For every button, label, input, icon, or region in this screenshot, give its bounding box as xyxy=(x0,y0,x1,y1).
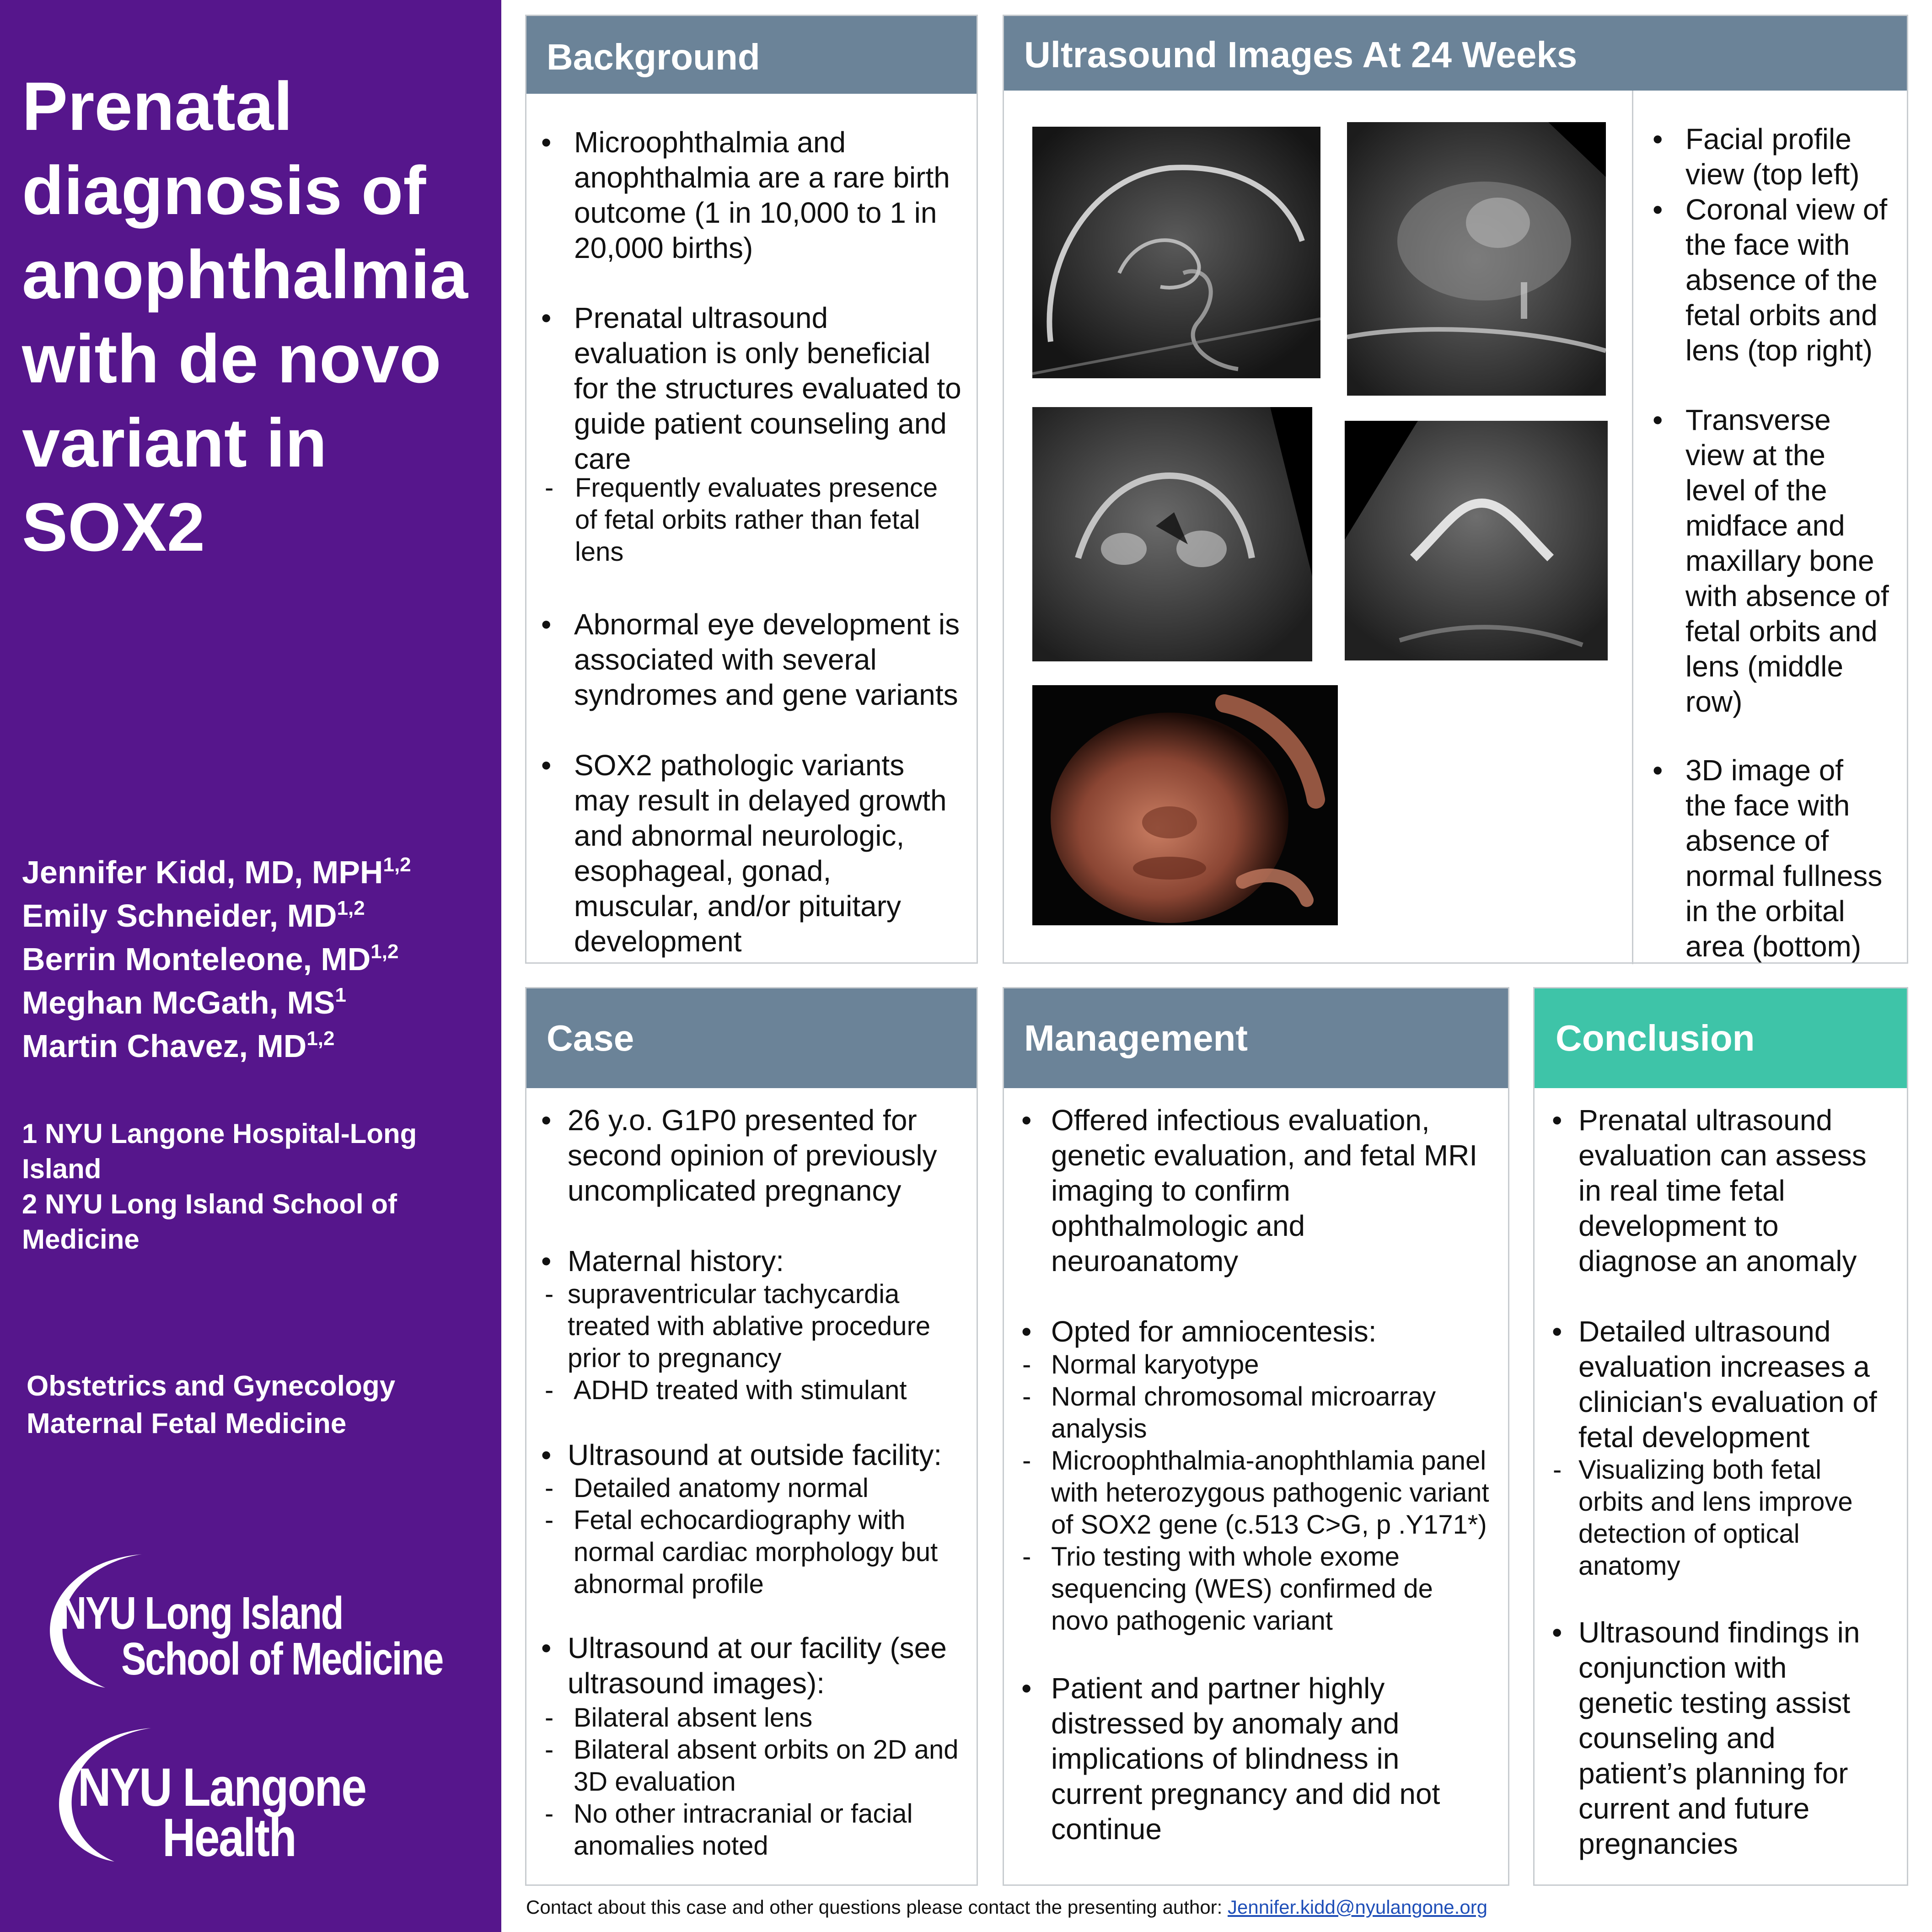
sidebar xyxy=(0,0,501,1932)
bullet-line: Prenatal ultrasound xyxy=(1578,1104,1833,1137)
bullet-line: evaluation can assess xyxy=(1578,1139,1867,1172)
panel-body xyxy=(1535,1088,1907,1884)
bullet-line: esophageal, gonad, xyxy=(574,854,832,887)
bullet-line: sequencing (WES) confirmed de xyxy=(1051,1574,1433,1604)
bullet-line: Transverse xyxy=(1685,403,1831,436)
bullet-line: level of the xyxy=(1685,474,1827,507)
bullet-line: view (top left) xyxy=(1685,158,1860,191)
bullet-line: care xyxy=(574,442,631,475)
bullet-line: Opted for amniocentesis: xyxy=(1051,1315,1377,1348)
title-line: anophthalmia xyxy=(22,236,468,313)
bullet-line: Visualizing both fetal xyxy=(1578,1455,1821,1485)
dash-marker: - xyxy=(545,473,554,503)
bullet-line: normal fullness xyxy=(1685,859,1883,892)
bullet-line: Bilateral absent orbits on 2D and xyxy=(574,1735,959,1765)
bullet-line: midface and xyxy=(1685,509,1845,542)
bullet-line: Facial profile xyxy=(1685,123,1852,156)
bullet-marker: • xyxy=(541,608,552,641)
bullet-line: with absence of xyxy=(1685,580,1889,612)
bullet-line: Microophthalmia-anophthlamia panel xyxy=(1051,1446,1487,1476)
bullet-marker: • xyxy=(541,1245,552,1277)
bullet-line: Detailed anatomy normal xyxy=(574,1473,869,1503)
bullet-line: anatomy xyxy=(1578,1551,1680,1581)
bullet-line: normal cardiac morphology but xyxy=(574,1537,938,1567)
panel-header: Conclusion xyxy=(1535,988,1907,1088)
author xyxy=(22,981,498,1025)
bullet-marker: • xyxy=(1653,123,1663,156)
bullet-line: in the orbital xyxy=(1685,895,1845,928)
bullet-line: detection of optical xyxy=(1578,1519,1800,1549)
bullet-marker: • xyxy=(1653,754,1663,787)
bullet-line: lens (middle xyxy=(1685,650,1844,683)
author-affiliation: 1 xyxy=(335,984,346,1006)
management-panel xyxy=(1003,987,1509,1886)
bullet-line: Trio testing with whole exome xyxy=(1051,1542,1400,1572)
author-name: Berrin Monteleone, MD xyxy=(22,941,371,977)
bullet-line: Ultrasound at our facility (see xyxy=(568,1631,947,1664)
author-affiliation: 1,2 xyxy=(383,853,411,876)
nyu-long-island-logo xyxy=(37,1546,476,1692)
bullet-line: muscular, and/or pituitary xyxy=(574,890,901,923)
author-name: Martin Chavez, MD xyxy=(22,1028,307,1064)
bullet-marker: • xyxy=(541,1104,552,1137)
bullet-line: imaging to confirm xyxy=(1051,1174,1290,1207)
bullet-line: anomalies noted xyxy=(574,1831,768,1861)
dash-marker: - xyxy=(545,1279,554,1309)
bullet-line: analysis xyxy=(1051,1414,1147,1444)
bullet-line: of SOX2 gene (c.513 C>G, p .Y171*) xyxy=(1051,1510,1487,1540)
dash-marker: - xyxy=(545,1473,554,1503)
dash-marker: - xyxy=(1553,1455,1562,1485)
bullet-line: Fetal echocardiography with xyxy=(574,1505,906,1535)
bullet-line: lens xyxy=(575,537,624,567)
bullet-line: SOX2 pathologic variants xyxy=(574,749,905,782)
bullet-line: genetic evaluation, and fetal MRI xyxy=(1051,1139,1478,1172)
title-line: Prenatal xyxy=(22,68,293,145)
bullet-line: row) xyxy=(1685,685,1743,718)
author xyxy=(22,894,498,938)
author xyxy=(22,851,498,894)
nyu-langone-health-logo xyxy=(46,1720,457,1866)
bullet-line: 26 y.o. G1P0 presented for xyxy=(568,1104,917,1137)
bullet-line: orbits and lens improve xyxy=(1578,1487,1853,1517)
bullet-line: Microophthalmia and xyxy=(574,126,846,159)
bullet-line: development xyxy=(574,925,742,958)
bullet-line: current pregnancy and did not xyxy=(1051,1777,1440,1810)
bullet-marker: • xyxy=(1552,1616,1562,1649)
panel-body xyxy=(1004,1088,1508,1884)
logo-line-2: School of Medicine xyxy=(121,1633,443,1685)
bullet-line: No other intracranial or facial xyxy=(574,1799,913,1829)
bullet-line: Ultrasound at outside facility: xyxy=(568,1438,942,1471)
logo-line-1: NYU Langone xyxy=(78,1757,366,1818)
author-name: Emily Schneider, MD xyxy=(22,898,337,934)
department-line: Obstetrics and Gynecology xyxy=(27,1370,396,1402)
title-line: variant in xyxy=(22,404,327,481)
dash-marker: - xyxy=(545,1735,554,1765)
conclusion-panel xyxy=(1533,987,1908,1886)
bullet-marker: • xyxy=(541,301,552,334)
bullet-line: current and future xyxy=(1578,1792,1810,1825)
bullet-line: the face with xyxy=(1685,789,1850,822)
bullet-marker: • xyxy=(1552,1315,1562,1348)
panel-body xyxy=(526,94,977,963)
bullet-line: evaluation increases a xyxy=(1578,1350,1870,1383)
author-affiliation: 1,2 xyxy=(370,940,399,963)
bullet-marker: • xyxy=(1653,403,1663,436)
title-line: SOX2 xyxy=(22,488,205,565)
author-name: Meghan McGath, MS xyxy=(22,985,335,1020)
bullet-line: Offered infectious evaluation, xyxy=(1051,1104,1430,1137)
bullet-line: anophthalmia are a rare birth xyxy=(574,161,950,194)
bullet-line: outcome (1 in 10,000 to 1 in xyxy=(574,196,937,229)
bullet-line: conjunction with xyxy=(1578,1651,1787,1684)
bullet-line: Abnormal eye development is xyxy=(574,608,960,641)
dash-marker: - xyxy=(1022,1542,1031,1572)
affiliation-line: 1 NYU Langone Hospital-Long xyxy=(22,1118,417,1149)
bullet-line: with heterozygous pathogenic variant xyxy=(1051,1478,1489,1508)
bullet-line: view at the xyxy=(1685,439,1825,472)
panel-header: Ultrasound Images At 24 Weeks xyxy=(1004,16,1907,91)
bullet-line: abnormal profile xyxy=(574,1569,764,1599)
affiliation-line: Island xyxy=(22,1154,102,1184)
dash-marker: - xyxy=(545,1375,554,1405)
bullet-line: 3D image of xyxy=(1685,754,1844,787)
panel-body xyxy=(1004,91,1907,963)
bullet-line: absence of xyxy=(1685,824,1829,857)
bullet-line: second opinion of previously xyxy=(568,1139,937,1172)
bullet-line: supraventricular tachycardia xyxy=(568,1279,900,1309)
bullet-line: continue xyxy=(1051,1813,1162,1846)
panel-header: Background xyxy=(526,16,977,94)
bullet-line: may result in delayed growth xyxy=(574,784,947,817)
dash-marker: - xyxy=(1022,1350,1031,1379)
bullet-line: Coronal view of xyxy=(1685,193,1888,226)
background-panel xyxy=(525,15,978,964)
bullet-line: Ultrasound findings in xyxy=(1578,1616,1860,1649)
bullet-line: distressed by anomaly and xyxy=(1051,1707,1400,1740)
author xyxy=(22,1025,498,1068)
poster-title xyxy=(22,64,488,569)
dash-marker: - xyxy=(1022,1446,1031,1476)
dash-marker: - xyxy=(1022,1382,1031,1411)
author-affiliation: 1,2 xyxy=(306,1027,335,1050)
bullet-marker: • xyxy=(1021,1315,1032,1348)
panel-body xyxy=(526,1088,977,1884)
bullet-line: and abnormal neurologic, xyxy=(574,819,905,852)
bullet-line: 3D evaluation xyxy=(574,1767,736,1797)
bullet-line: Patient and partner highly xyxy=(1051,1672,1385,1705)
logo-line-1: NYU Long Island xyxy=(59,1588,343,1639)
bullet-line: for the structures evaluated to xyxy=(574,372,961,405)
bullet-line: 20,000 births) xyxy=(574,231,753,264)
bullet-line: Normal karyotype xyxy=(1051,1350,1259,1379)
author-list xyxy=(22,851,498,1068)
bullet-line: uncomplicated pregnancy xyxy=(568,1174,902,1207)
dash-marker: - xyxy=(545,1703,554,1733)
bullet-line: evaluation is only beneficial xyxy=(574,337,931,370)
bullet-line: fetal development xyxy=(1578,1421,1810,1454)
bullet-line: genetic testing assist xyxy=(1578,1686,1851,1719)
bullet-line: prior to pregnancy xyxy=(568,1343,782,1373)
affiliations xyxy=(22,1116,479,1257)
bullet-line: implications of blindness in xyxy=(1051,1742,1400,1775)
logo-line-2: Health xyxy=(162,1808,296,1868)
department xyxy=(27,1368,484,1443)
panel-header: Management xyxy=(1004,988,1508,1088)
bullet-line: the face with xyxy=(1685,228,1850,261)
bullet-line: lens (top right) xyxy=(1685,334,1873,367)
affiliation-line: 2 NYU Long Island School of xyxy=(22,1189,397,1219)
bullet-line: guide patient counseling and xyxy=(574,407,947,440)
affiliation-line: Medicine xyxy=(22,1224,140,1255)
bullet-line: treated with ablative procedure xyxy=(568,1311,931,1341)
bullet-marker: • xyxy=(541,126,552,159)
bullet-line: Normal chromosomal microarray xyxy=(1051,1382,1436,1411)
bullet-line: Bilateral absent lens xyxy=(574,1703,813,1733)
bullet-marker: • xyxy=(541,749,552,782)
title-line: diagnosis of xyxy=(22,152,426,229)
case-panel xyxy=(525,987,978,1886)
bullet-line: novo pathogenic variant xyxy=(1051,1606,1333,1636)
bullet-line: Frequently evaluates presence xyxy=(575,473,938,503)
contact-footer xyxy=(526,1896,1487,1918)
department-line: Maternal Fetal Medicine xyxy=(27,1408,347,1439)
bullet-line: Detailed ultrasound xyxy=(1578,1315,1831,1348)
contact-text: Contact about this case and other questions please contact the presenting author: xyxy=(526,1896,1228,1918)
bullet-line: Prenatal ultrasound xyxy=(574,301,828,334)
bullet-line: clinician's evaluation of xyxy=(1578,1385,1877,1418)
bullet-line: ultrasound images): xyxy=(568,1667,825,1700)
bullet-marker: • xyxy=(541,1631,552,1664)
bullet-line: development to xyxy=(1578,1209,1779,1242)
bullet-line: associated with several xyxy=(574,643,877,676)
author xyxy=(22,938,498,981)
author-affiliation: 1,2 xyxy=(337,897,365,919)
panel-header: Case xyxy=(526,988,977,1088)
bullet-line: in real time fetal xyxy=(1578,1174,1785,1207)
bullet-line: syndromes and gene variants xyxy=(574,678,958,711)
contact-email-link[interactable]: Jennifer.kidd@nyulangone.org xyxy=(1228,1896,1488,1918)
bullet-marker: • xyxy=(541,1438,552,1471)
bullet-line: area (bottom) xyxy=(1685,930,1862,963)
bullet-line: ophthalmologic and xyxy=(1051,1209,1305,1242)
bullet-marker: • xyxy=(1653,193,1663,226)
bullet-line: pregnancies xyxy=(1578,1827,1738,1860)
title-line: with de novo xyxy=(22,320,441,397)
bullet-line: Maternal history: xyxy=(568,1245,784,1277)
bullet-line: neuroanatomy xyxy=(1051,1245,1239,1277)
dash-marker: - xyxy=(545,1505,554,1535)
bullet-line: counseling and xyxy=(1578,1722,1776,1755)
bullet-marker: • xyxy=(1552,1104,1562,1137)
ultrasound-panel xyxy=(1003,15,1908,964)
bullet-line: maxillary bone xyxy=(1685,544,1874,577)
dash-marker: - xyxy=(545,1799,554,1829)
bullet-line: patient’s planning for xyxy=(1578,1757,1848,1790)
bullet-line: diagnose an anomaly xyxy=(1578,1245,1857,1277)
bullet-marker: • xyxy=(1021,1672,1032,1705)
bullet-line: ADHD treated with stimulant xyxy=(574,1375,907,1405)
bullet-marker: • xyxy=(1021,1104,1032,1137)
bullet-line: of fetal orbits rather than fetal xyxy=(575,505,920,535)
bullet-line: fetal orbits and xyxy=(1685,299,1878,332)
bullet-line: fetal orbits and xyxy=(1685,615,1878,648)
bullet-line: absence of the xyxy=(1685,263,1878,296)
author-name: Jennifer Kidd, MD, MPH xyxy=(22,854,383,890)
